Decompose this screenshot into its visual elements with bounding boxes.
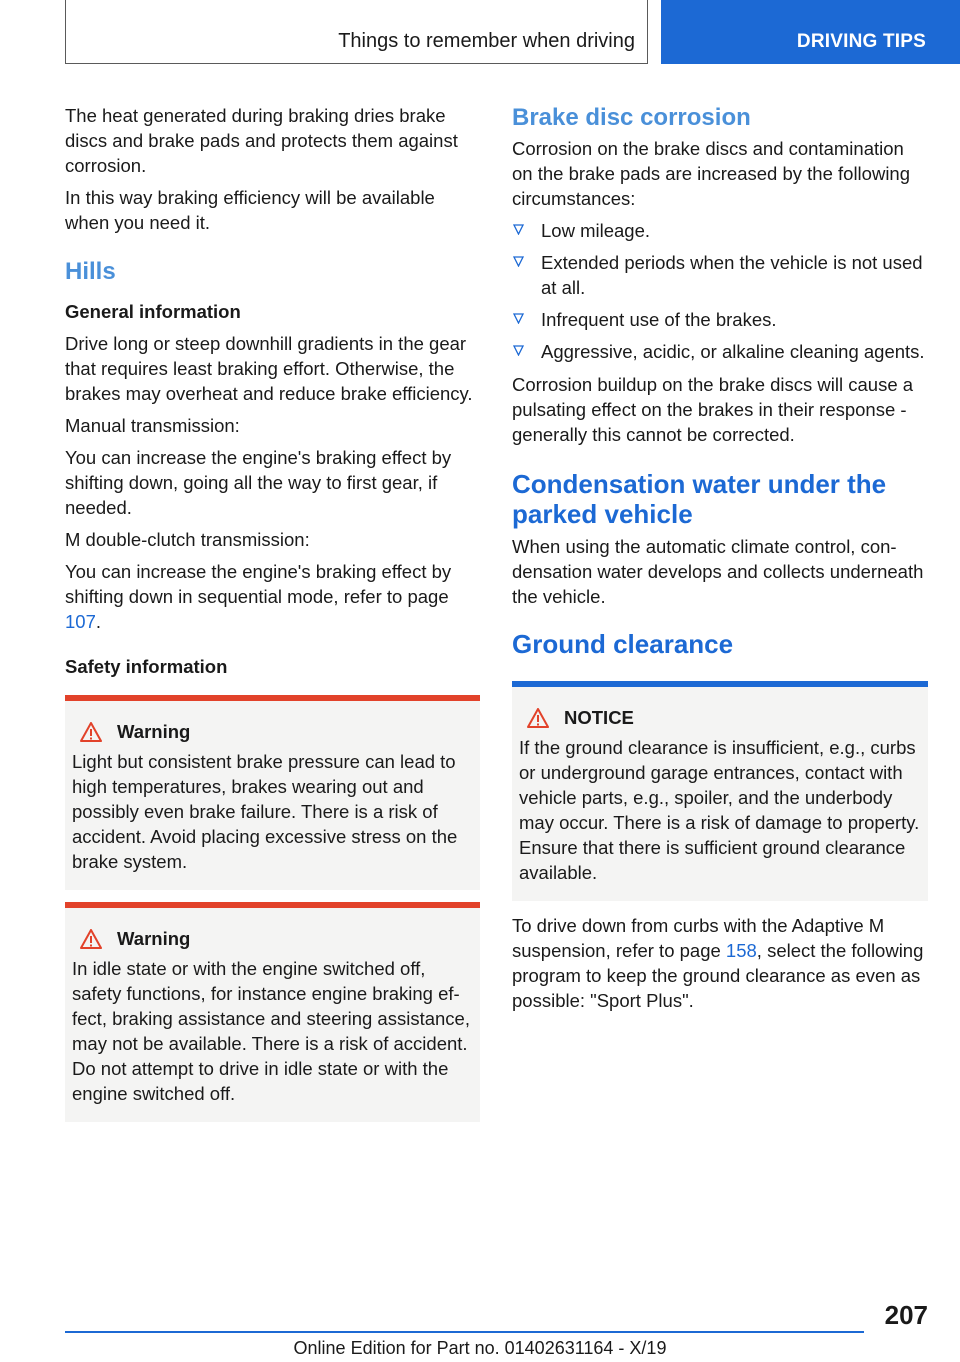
paragraph-text: To drive down from curbs with the Adaptive M suspension, refer to page (512, 915, 885, 961)
subheading-safety-information: Safety information (65, 656, 228, 677)
warning-box (65, 902, 480, 1122)
warning-triangle-icon (80, 929, 102, 949)
warning-box (65, 695, 480, 890)
page-number: 207 (884, 1300, 928, 1330)
list-item-text: Low mileage. (541, 220, 651, 241)
list-item (512, 218, 928, 243)
bullet-triangle-icon (513, 345, 524, 356)
paragraph: You can increase the engine's braking effect by shifting down, going all the way to first gear, if needed. (65, 447, 452, 518)
subheading-general-information: General information (65, 301, 241, 322)
section-heading-condensation-water: Condensation water under the parked vehicle (512, 469, 887, 529)
paragraph-text: , select the following program to keep the ground clearance as even as possible: "Sport Plus". (512, 940, 924, 1011)
paragraph: In this way braking efficiency will be available when you need it. (65, 187, 435, 233)
bullet-list (512, 218, 928, 364)
paragraph: Corrosion on the brake discs and contamination on the brake pads are increased by the following circumstances: (512, 138, 911, 209)
paragraph: When using the automatic climate control, condensation water develops and collects underneath the vehicle. (512, 536, 924, 607)
paragraph: M double-clutch transmission: (65, 529, 310, 550)
list-item (512, 250, 928, 300)
section-heading-ground-clearance: Ground clearance (512, 629, 734, 659)
warning-text: In idle state or with the engine switched off, safety functions, for instance engine braking effect, braking assistance and steering assistance, may not be available. There is a risk of accident. Do not attempt to drive in idle state or with the engine switched off. (72, 958, 470, 1104)
right-column (512, 103, 928, 1020)
warning-triangle-icon (527, 708, 549, 728)
warning-triangle-icon (80, 722, 102, 742)
paragraph: Manual transmission: (65, 415, 240, 436)
list-item-text: Extended periods when the vehicle is not used at all. (541, 252, 923, 298)
warning-header (72, 926, 473, 951)
paragraph: Corrosion buildup on the brake discs will cause a pulsating effect on the brakes in their response - generally this cannot be corrected. (512, 374, 914, 445)
page-link-158[interactable]: 158 (725, 940, 757, 961)
left-column (65, 103, 480, 1134)
notice-text: If the ground clearance is insufficient, e.g., curbs or underground garage entrances, contact with vehicle parts, e.g., spoiler, and the underbody may occur. There is a risk of damage to property. Ensure that there is sufficient ground clearance available. (519, 737, 920, 883)
paragraph (512, 913, 928, 1013)
warning-title: Warning (117, 928, 191, 949)
footer-edition: Online Edition for Part no. 01402631164 - X/19 (293, 1338, 667, 1358)
notice-box (512, 681, 928, 901)
paragraph-text: You can increase the engine's braking effect by shifting down in sequential mode, refer to page (65, 561, 452, 607)
bullet-triangle-icon (513, 224, 524, 235)
paragraph-text: . (95, 611, 102, 632)
paragraph (65, 559, 480, 634)
header-chapter-tab (661, 0, 960, 64)
header-chapter-title: DRIVING TIPS (796, 31, 926, 52)
list-item (512, 307, 928, 332)
notice-header (519, 705, 921, 730)
bullet-triangle-icon (513, 256, 524, 267)
page-link-107[interactable]: 107 (65, 611, 96, 632)
list-item-text: Aggressive, acidic, or alkaline cleaning agents. (541, 341, 925, 362)
notice-title: NOTICE (564, 707, 634, 728)
section-heading-brake-disc-corrosion: Brake disc corrosion (512, 104, 751, 131)
warning-title: Warning (117, 721, 191, 742)
paragraph: The heat generated during braking dries brake discs and brake pads and protects them against corrosion. (65, 105, 458, 176)
paragraph: Drive long or steep downhill gradients in the gear that requires least braking effort. Otherwise, the brakes may overheat and reduce brake efficiency. (65, 333, 473, 404)
warning-text: Light but consistent brake pressure can lead to high temperatures, brakes wearing out and possibly even brake failure. There is a risk of accident. Avoid placing excessive stress on the brake system. (72, 751, 458, 872)
bullet-triangle-icon (513, 313, 524, 324)
footer-divider (65, 1331, 864, 1333)
list-item-text: Infrequent use of the brakes. (541, 309, 777, 330)
list-item (512, 339, 928, 364)
header-section-title: Things to remember when driving (338, 30, 635, 52)
warning-header (72, 719, 473, 744)
section-heading-hills: Hills (65, 258, 116, 285)
header-section-box (65, 0, 648, 64)
